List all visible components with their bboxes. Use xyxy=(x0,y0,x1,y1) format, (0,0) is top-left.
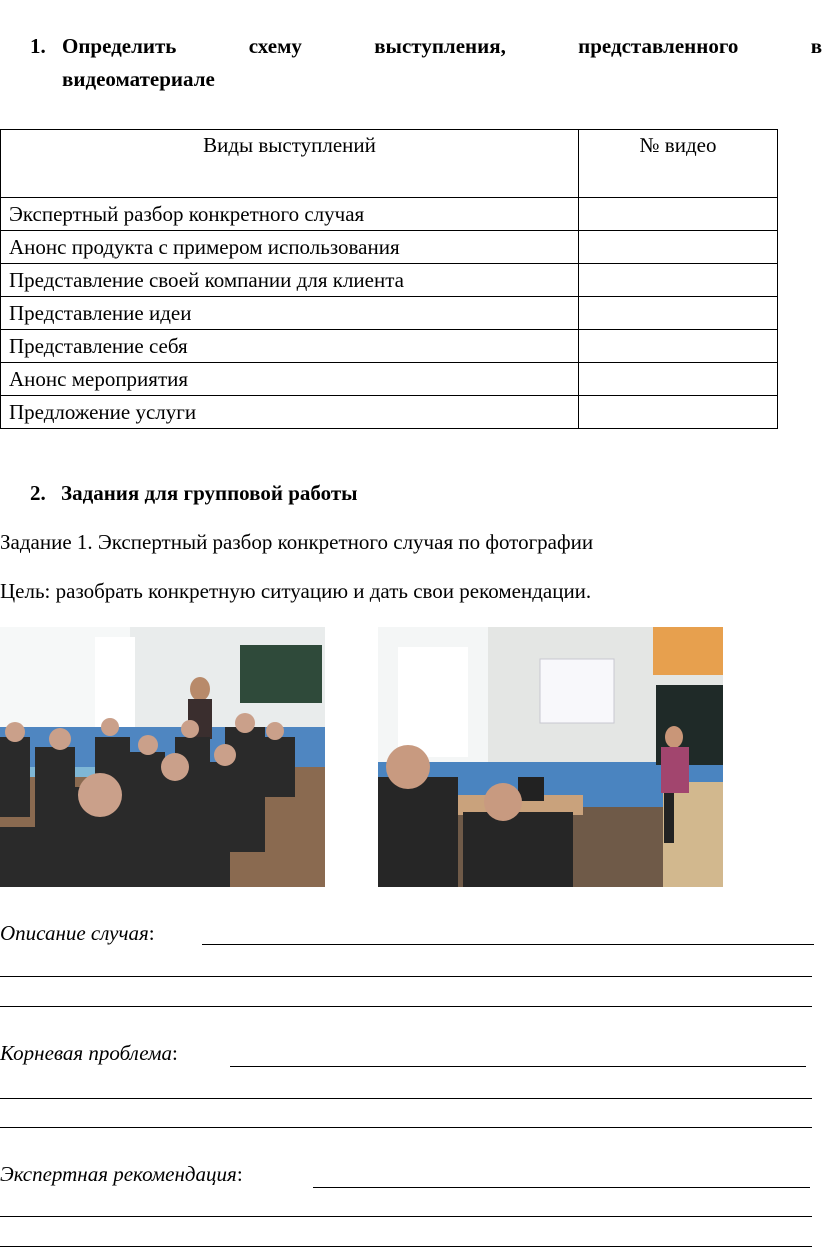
video-number-cell[interactable] xyxy=(579,264,778,297)
label-colon: : xyxy=(148,921,155,945)
root-problem-input-line[interactable] xyxy=(0,1103,812,1128)
goal-text: Цель: разобрать конкретную ситуацию и дать свои рекомендации. xyxy=(0,579,592,603)
case-description-input-line[interactable] xyxy=(0,952,812,977)
heading-word: в xyxy=(810,34,822,58)
section-2-number: 2. xyxy=(30,481,46,505)
table-row xyxy=(1,198,778,231)
table-row xyxy=(1,396,778,429)
speech-type-cell: Представление своей компании для клиента xyxy=(1,264,579,297)
label-colon: : xyxy=(236,1162,243,1186)
label-colon: : xyxy=(172,1041,178,1065)
expert-recommendation-label xyxy=(0,1162,243,1187)
case-description-input-line[interactable] xyxy=(202,920,814,945)
section-1-number: 1. xyxy=(30,34,46,58)
section-2-heading xyxy=(30,481,358,506)
root-problem-input-line[interactable] xyxy=(0,1074,812,1099)
header-video-number: № видео xyxy=(579,130,778,198)
presentation-photo-image xyxy=(378,627,723,887)
speech-type-cell: Предложение услуги xyxy=(1,396,579,429)
expert-recommendation-input-line[interactable] xyxy=(313,1163,810,1188)
root-problem-input-line[interactable] xyxy=(230,1042,806,1067)
classroom-photo-image xyxy=(0,627,325,887)
section-2-title: Задания для групповой работы xyxy=(61,481,358,505)
video-number-cell[interactable] xyxy=(579,396,778,429)
section-1-heading-line1 xyxy=(62,34,822,59)
video-number-cell[interactable] xyxy=(579,297,778,330)
table-row xyxy=(1,231,778,264)
heading-word: выступления, xyxy=(374,34,506,58)
video-number-cell[interactable] xyxy=(579,363,778,396)
classroom-photo xyxy=(0,627,325,887)
speech-types-table xyxy=(0,129,778,429)
video-number-cell[interactable] xyxy=(579,231,778,264)
task-1-text: Задание 1. Экспертный разбор конкретного случая по фотографии xyxy=(0,530,594,554)
section-1-heading-line2: видеоматериале xyxy=(62,67,215,91)
table-row xyxy=(1,297,778,330)
case-description-label xyxy=(0,921,155,946)
speech-type-cell: Экспертный разбор конкретного случая xyxy=(1,198,579,231)
heading-word: схему xyxy=(248,34,302,58)
root-problem-label xyxy=(0,1041,178,1066)
root-problem-label-text: Корневая проблема xyxy=(0,1041,173,1065)
header-speech-types: Виды выступлений xyxy=(1,130,579,198)
expert-recommendation-input-line[interactable] xyxy=(0,1222,812,1247)
heading-word: Определить xyxy=(62,34,177,58)
speech-type-cell: Анонс мероприятия xyxy=(1,363,579,396)
table-row xyxy=(1,330,778,363)
expert-recommendation-label-text: Экспертная рекомендация xyxy=(0,1162,237,1186)
heading-word: представленного xyxy=(578,34,739,58)
case-description-input-line[interactable] xyxy=(0,982,812,1007)
speech-type-cell: Анонс продукта с примером использования xyxy=(1,231,579,264)
case-description-label-text: Описание случая xyxy=(0,921,149,945)
presentation-photo xyxy=(378,627,723,887)
video-number-cell[interactable] xyxy=(579,198,778,231)
table-row xyxy=(1,363,778,396)
speech-type-cell: Представление себя xyxy=(1,330,579,363)
expert-recommendation-input-line[interactable] xyxy=(0,1192,812,1217)
video-number-cell[interactable] xyxy=(579,330,778,363)
speech-type-cell: Представление идеи xyxy=(1,297,579,330)
table-header-row xyxy=(1,130,778,198)
table-row xyxy=(1,264,778,297)
